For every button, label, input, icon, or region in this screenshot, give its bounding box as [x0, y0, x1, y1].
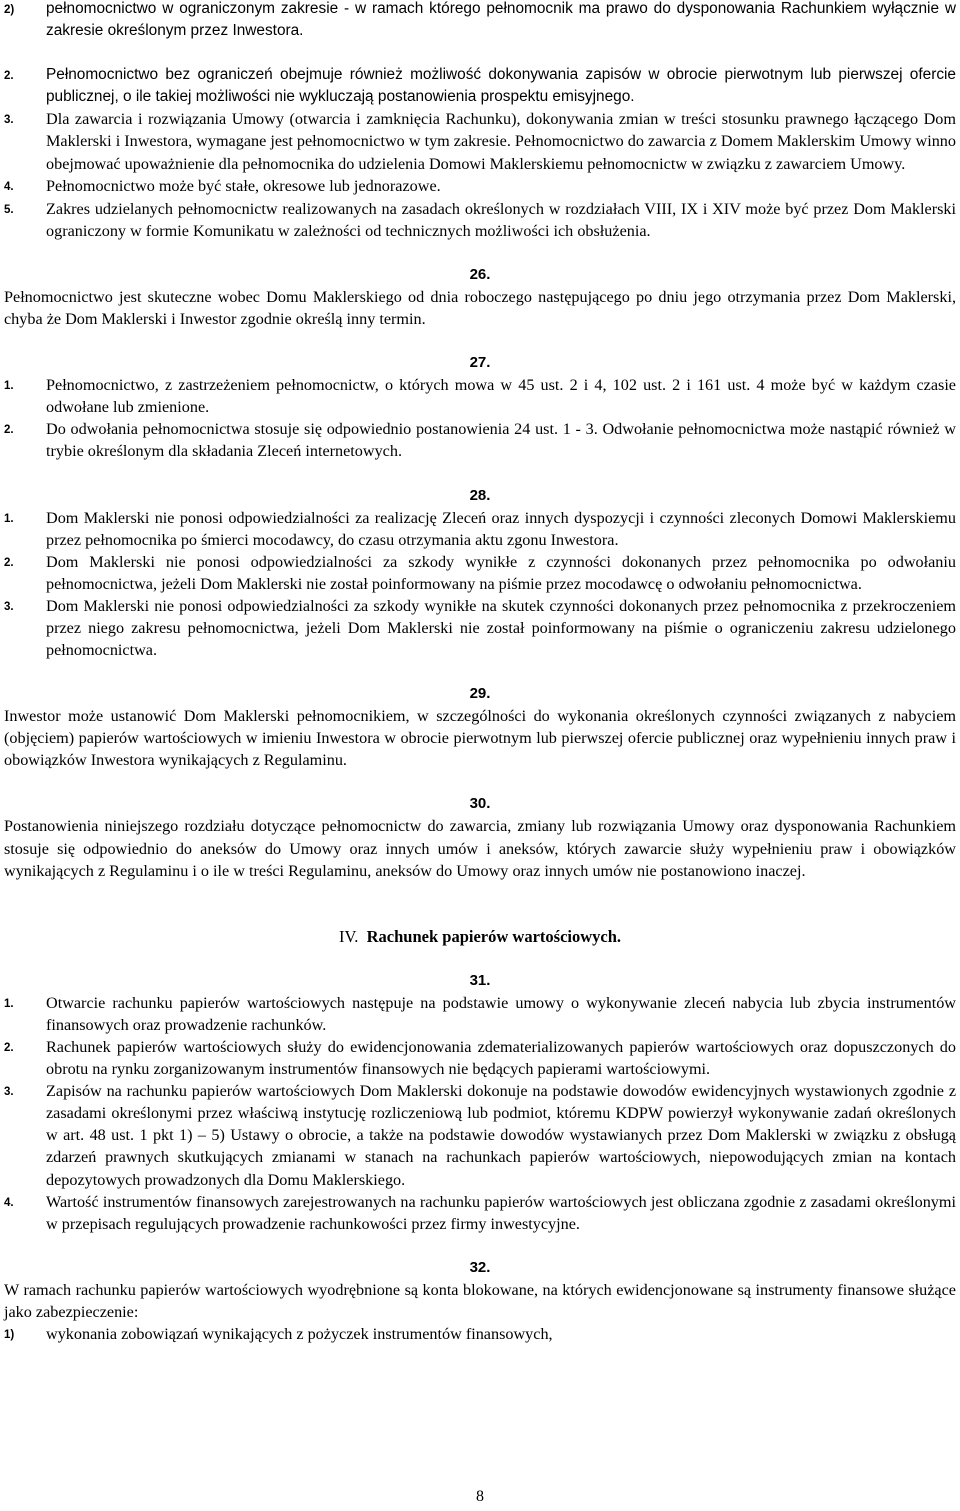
list-item	[4, 507, 956, 551]
list-item	[4, 992, 956, 1036]
item-text: Dom Maklerski nie ponosi odpowiedzialności za szkody wynikłe z czynności dokonanych przez pełnomocnika po odwołaniu pełnomocnictwa, jeżeli Dom Maklerski nie został poinformowany na piśmie przez mocodawcę o odwołaniu pełnomocnictwa.	[46, 552, 956, 593]
document-body	[4, 0, 956, 1346]
section-heading: 30.	[469, 795, 491, 813]
list-item	[4, 595, 956, 661]
item-text: Dom Maklerski nie ponosi odpowiedzialności za realizację Zleceń oraz innych dyspozycji i czynności zleconych Domowi Maklerskiemu przez pełnomocnika po śmierci mocodawcy, do czasu otrzymania aktu zgonu Inwestora.	[46, 508, 956, 549]
item-text: Do odwołania pełnomocnictwa stosuje się odpowiednio postanowienia 24 ust. 1 - 3. Odwołanie pełnomocnictwa może nastąpić również w trybie określonym dla składania Zleceń internetowych.	[46, 420, 956, 461]
chapter-title: Rachunek papierów wartościowych.	[366, 926, 622, 946]
list-item	[4, 551, 956, 595]
item-number: 2.	[4, 1042, 14, 1054]
item-number: 5.	[4, 203, 14, 216]
paragraph: Postanowienia niniejszego rozdziału dotyczące pełnomocnictw do zawarcia, zmiany lub rozwiązania Umowy oraz dysponowania Rachunkiem stosuje się odpowiednio do aneksów do Umowy oraz innych umów i aneksów, których zawarcie służy wypełnieniu praw i obowiązków wynikających z Regulaminu i o ile w treści Regulaminu, aneksów do Umowy oraz innych umów nie postanowiono inaczej.	[4, 817, 956, 880]
page-number: 8	[476, 1488, 484, 1505]
item-text: Wartość instrumentów finansowych zarejestrowanych na rachunku papierów wartościowych jest obliczana zgodnie z zasadami określonymi w przepisach regulujących prowadzenie rachunkowości przez firmy inwestycyjne.	[46, 1192, 956, 1233]
chapter-number: IV.	[338, 926, 359, 946]
item-number: 2.	[4, 424, 14, 437]
list-item	[4, 198, 956, 242]
item-text: Rachunek papierów wartościowych służy do ewidencjonowania zdematerializowanych papierów wartościowych oraz dopuszczonych do obrotu na rynku zorganizowanym instrumentów finansowych nie będących papierami wartościowymi.	[46, 1038, 956, 1079]
section-25-items	[4, 64, 956, 242]
section-heading: 32.	[469, 1258, 491, 1276]
list-item	[4, 64, 956, 108]
paragraph: Inwestor może ustanowić Dom Maklerski pełnomocnikiem, w szczególności do wykonania określonych czynności związanych z nabyciem (objęciem) papierów wartościowych w imieniu Inwestora w obrocie pierwotnym lub pierwszej ofercie publicznej oraz wypełnieniu innych praw i obowiązków Inwestora wynikających z Regulaminu.	[4, 707, 956, 770]
item-number: 3.	[4, 1086, 14, 1099]
list-item	[4, 1080, 956, 1190]
list-item	[4, 1191, 956, 1235]
section-heading: 27.	[469, 354, 491, 372]
paragraph: Pełnomocnictwo jest skuteczne wobec Domu Maklerskiego od dnia roboczego następującego po dniu jego otrzymania przez Dom Maklerski, chyba że Dom Maklerski i Inwestor zgodnie określą inny termin.	[4, 287, 956, 329]
section-heading: 29.	[469, 685, 491, 703]
item-number: 2.	[4, 70, 14, 83]
item-number: 2.	[4, 556, 14, 569]
paragraph: W ramach rachunku papierów wartościowych wyodrębnione są konta blokowane, na których ewidencjonowane są instrumenty finansowe służące jako zabezpieczenie:	[4, 1280, 956, 1321]
section-heading: 28.	[469, 486, 491, 504]
item-number: 1.	[4, 512, 14, 525]
list-item	[4, 1323, 956, 1346]
item-text: Zapisów na rachunku papierów wartościowych Dom Maklerski dokonuje na podstawie dowodów ewidencyjnych wystawionych zgodnie z zasadami określonymi przez właściwą instytucję rozliczeniową lub podmiot, któremu KDPW powierzył wykonywanie zadań określonych w art. 48 ust. 1 pkt 1) – 5) Ustawy o obrocie, a także na podstawie dowodów wystawianych przez Dom Maklerski w związku z obsługą zdarzeń prawnych skutkujących zmianami w stanach na rachunkach papierów wartościowych, niepowodujących zmian na kontach depozytowych prowadzonych dla Domu Maklerskiego.	[46, 1082, 956, 1189]
list-item	[4, 108, 956, 174]
section-heading: 31.	[469, 971, 491, 989]
item-text: Zakres udzielanych pełnomocnictw realizowanych na zasadach określonych w rozdziałach VIII, IX i XIV może być przez Dom Maklerski ograniczony w formie Komunikatu w zależności od technicznych możliwości ich obsłużenia.	[46, 199, 956, 240]
item-text: Dla zawarcia i rozwiązania Umowy (otwarcia i zamknięcia Rachunku), dokonywania zmian w treści stosunku prawnego łączącego Dom Maklerski i Inwestora, wymagane jest pełnomocnictwo w tym zakresie. Pełnomocnictwo do zawarcia z Domem Maklerskim Umowy winno obejmować upoważnienie dla pełnomocnika do udzielenia Domowi Maklerskiemu pełnomocnictw w związku z zawarciem Umowy.	[46, 110, 956, 173]
item-text: Otwarcie rachunku papierów wartościowych następuje na podstawie umowy o wykonywanie zleceń nabycia lub zbycia instrumentów finansowych oraz prowadzenie rachunków.	[46, 993, 956, 1034]
item-number: 3.	[4, 114, 14, 127]
item-number: 4.	[4, 1196, 14, 1209]
item-number: 4.	[4, 180, 14, 193]
list-item	[4, 418, 956, 462]
list-item	[4, 374, 956, 418]
item-number: 1.	[4, 380, 14, 393]
item-number: 3.	[4, 600, 14, 613]
list-item	[4, 0, 956, 42]
list-item	[4, 1036, 956, 1080]
item-number: 1)	[4, 1329, 15, 1342]
item-text: Pełnomocnictwo może być stałe, okresowe lub jednorazowe.	[46, 176, 441, 195]
chapter-heading	[4, 926, 956, 948]
item-number: 2)	[4, 4, 15, 16]
item-text: Pełnomocnictwo bez ograniczeń obejmuje również możliwość dokonywania zapisów w obrocie pierwotnym lub pierwszej ofercie publicznej, o ile takiej możliwości nie wykluczają postanowienia prospektu emisyjnego.	[46, 66, 956, 106]
section-heading: 26.	[469, 265, 491, 283]
item-text: pełnomocnictwo w ograniczonym zakresie - w ramach którego pełnomocnik ma prawo do dysponowania Rachunkiem wyłącznie w zakresie określonym przez Inwestora.	[46, 0, 956, 40]
item-text: wykonania zobowiązań wynikających z pożyczek instrumentów finansowych,	[46, 1325, 553, 1344]
item-text: Dom Maklerski nie ponosi odpowiedzialności za szkody wynikłe na skutek czynności dokonanych przez pełnomocnika z przekroczeniem przez niego zakresu pełnomocnictwa, jeżeli Dom Maklerski nie został poinformowany na piśmie o ograniczeniu zakresu udzielonego pełnomocnictwa.	[46, 596, 956, 660]
item-text: Pełnomocnictwo, z zastrzeżeniem pełnomocnictw, o których mowa w 45 ust. 2 i 4, 102 ust. 2 i 161 ust. 4 może być w każdym czasie odwołane lub zmienione.	[46, 376, 956, 417]
item-number: 1.	[4, 997, 14, 1010]
list-item	[4, 175, 956, 198]
